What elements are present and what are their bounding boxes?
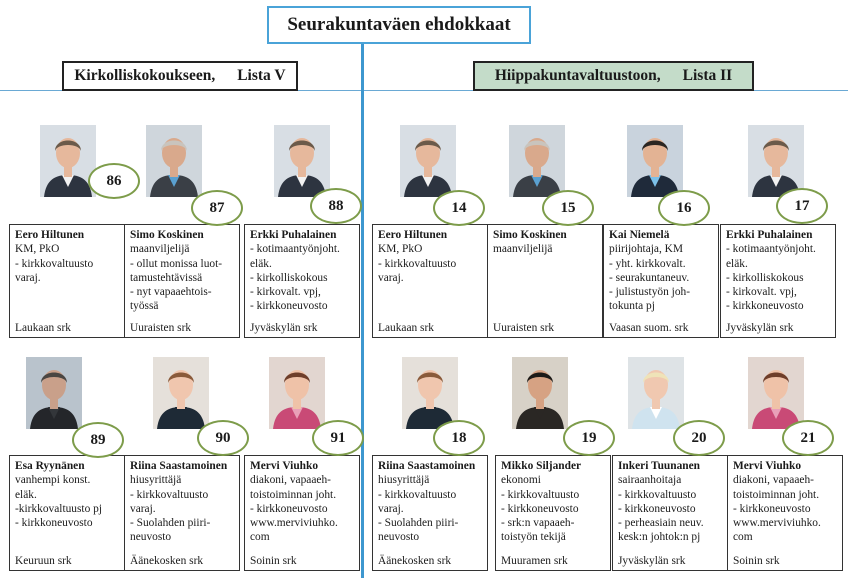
candidate-detail: - kirkkoneuvosto <box>733 502 811 515</box>
candidate-detail: KM, PkO <box>378 243 423 256</box>
candidate-detail: KM, PkO <box>15 243 60 256</box>
candidate-name: Inkeri Tuunanen <box>618 460 700 472</box>
candidate-name: Eero Hiltunen <box>378 229 448 241</box>
list-header-number: Lista V <box>237 67 286 84</box>
candidate-detail: - srk:n vapaaeh- <box>501 517 575 530</box>
candidate-parish: Äänekosken srk <box>130 554 204 567</box>
candidate-photo <box>627 125 683 197</box>
candidate-parish: Keuruun srk <box>15 554 72 567</box>
candidate-number-badge: 89 <box>72 422 124 458</box>
candidate-detail: diakoni, vapaaeh- <box>250 474 331 487</box>
candidate-detail: - perheasiain neuv. <box>618 517 704 530</box>
list-header-hiippakuntavaltuusto <box>473 61 754 91</box>
list-header-label: Hiippakuntavaltuustoon, <box>494 67 661 84</box>
candidate-name: Esa Ryynänen <box>15 460 85 472</box>
candidate-photo <box>400 125 456 197</box>
candidate-name: Kai Niemelä <box>609 229 670 241</box>
candidate-detail: - kirkkovaltuusto <box>378 488 457 501</box>
candidate-detail: eläk. <box>726 257 748 270</box>
candidate-name: Simo Koskinen <box>493 229 567 241</box>
candidate-parish: Uuraisten srk <box>130 321 192 334</box>
candidate-detail: - yht. kirkkovalt. <box>609 257 686 270</box>
candidate-detail: com <box>250 531 270 544</box>
candidate-card <box>603 224 719 338</box>
candidate-number-badge: 17 <box>776 188 828 224</box>
page-title: Seurakuntaväen ehdokkaat <box>267 6 531 44</box>
candidate-photo <box>748 125 804 197</box>
candidate-card <box>244 455 360 571</box>
candidate-number-badge: 18 <box>433 420 485 456</box>
candidate-name: Erkki Puhalainen <box>250 229 337 241</box>
candidate-detail: - kirkkoneuvosto <box>618 502 696 515</box>
candidate-parish: Laukaan srk <box>378 321 434 334</box>
candidate-detail: - ollut monissa luot- <box>130 257 223 270</box>
candidate-name: Riina Saastamoinen <box>378 460 476 472</box>
candidate-parish: Soinin srk <box>250 554 297 567</box>
candidate-card <box>244 224 360 338</box>
candidate-detail: - kirkkoneuvosto <box>15 517 93 530</box>
list-header-kirkolliskokous <box>62 61 298 91</box>
candidate-name: Mervi Viuhko <box>250 460 319 472</box>
candidate-number-badge: 86 <box>88 163 140 199</box>
candidate-card <box>9 455 125 571</box>
candidate-detail: työssä <box>130 300 159 313</box>
candidate-number-badge: 91 <box>312 420 364 456</box>
candidate-detail: toistoiminnan joht. <box>250 488 337 501</box>
candidate-photo <box>26 357 82 429</box>
candidate-detail: kesk:n johtok:n pj <box>618 531 701 544</box>
candidate-detail: - kirkkovaltuusto <box>15 257 94 270</box>
candidate-detail: hiusyrittäjä <box>130 474 182 487</box>
candidate-photo <box>628 357 684 429</box>
candidate-detail: tamustehtävissä <box>130 271 203 284</box>
candidate-name: Riina Saastamoinen <box>130 460 228 472</box>
candidate-detail: - kirkkoneuvosto <box>250 502 328 515</box>
candidate-photo <box>402 357 458 429</box>
candidate-detail: toistoiminnan joht. <box>733 488 820 501</box>
candidate-photo <box>274 125 330 197</box>
candidate-name: Eero Hiltunen <box>15 229 85 241</box>
candidate-number-badge: 88 <box>310 188 362 224</box>
candidate-detail: varaj. <box>378 271 404 284</box>
candidate-detail: varaj. <box>378 502 404 515</box>
candidate-name: Mervi Viuhko <box>733 460 802 472</box>
candidate-detail: piirijohtaja, KM <box>609 243 684 256</box>
candidate-detail: - julistustyön joh- <box>609 286 691 299</box>
candidate-detail: - kirkkoneuvosto <box>250 300 328 313</box>
candidate-name: Erkki Puhalainen <box>726 229 813 241</box>
candidate-detail: sairaanhoitaja <box>618 474 682 487</box>
candidate-detail: - Suolahden piiri- <box>378 517 459 530</box>
candidate-parish: Jyväskylän srk <box>250 321 318 334</box>
candidate-photo <box>748 357 804 429</box>
candidate-detail: neuvosto <box>378 531 420 544</box>
candidate-number-badge: 15 <box>542 190 594 226</box>
candidate-parish: Uuraisten srk <box>493 321 555 334</box>
candidate-photo <box>509 125 565 197</box>
candidate-card <box>727 455 843 571</box>
candidate-detail: - kirkkovaltuusto <box>618 488 697 501</box>
candidate-card <box>124 455 240 571</box>
candidate-name: Mikko Siljander <box>501 460 582 472</box>
candidate-detail: - nyt vapaaehtois- <box>130 286 212 299</box>
center-divider <box>361 44 364 578</box>
candidate-detail: varaj. <box>15 271 41 284</box>
candidate-card <box>124 224 240 338</box>
candidate-photo <box>269 357 325 429</box>
candidate-detail: - kirkkoneuvosto <box>501 502 579 515</box>
candidate-detail: hiusyrittäjä <box>378 474 430 487</box>
candidate-detail: maanviljelijä <box>130 243 190 256</box>
candidate-name: Simo Koskinen <box>130 229 204 241</box>
candidate-detail: eläk. <box>250 257 272 270</box>
list-header-number: Lista II <box>682 67 733 84</box>
candidate-detail: - kirkkoneuvosto <box>726 300 804 313</box>
candidate-card <box>9 224 125 338</box>
candidate-number-badge: 21 <box>782 420 834 456</box>
candidate-detail: varaj. <box>130 502 156 515</box>
candidate-detail: - kirkkovaltuusto <box>130 488 209 501</box>
candidate-card <box>720 224 836 338</box>
candidate-card <box>612 455 728 571</box>
candidate-card <box>372 224 488 338</box>
candidate-detail: - kotimaantyönjoht. <box>250 243 340 256</box>
candidate-card <box>487 224 603 338</box>
candidate-detail: - kirkolliskokous <box>726 271 804 284</box>
candidate-detail: - kirkkovaltuusto <box>378 257 457 270</box>
candidate-parish: Äänekosken srk <box>378 554 452 567</box>
candidate-number-badge: 16 <box>658 190 710 226</box>
candidate-detail: eläk. <box>15 488 37 501</box>
candidate-photo <box>146 125 202 197</box>
candidate-number-badge: 90 <box>197 420 249 456</box>
candidate-number-badge: 14 <box>433 190 485 226</box>
candidate-detail: - Suolahden piiri- <box>130 517 211 530</box>
candidate-number-badge: 20 <box>673 420 725 456</box>
candidate-detail: toistyön tekijä <box>501 531 566 544</box>
candidate-detail: - kirkovalt. vpj, <box>250 286 321 299</box>
candidate-detail: maanviljelijä <box>493 243 553 256</box>
candidate-photo <box>40 125 96 197</box>
candidate-detail: - kirkolliskokous <box>250 271 328 284</box>
candidate-detail: www.merviviuhko. <box>250 517 338 530</box>
candidate-detail: -kirkkovaltuusto pj <box>15 502 103 515</box>
candidate-detail: tokunta pj <box>609 300 655 313</box>
candidate-photo <box>512 357 568 429</box>
candidate-number-badge: 87 <box>191 190 243 226</box>
candidate-card <box>372 455 488 571</box>
candidate-detail: vanhempi konst. <box>15 474 91 487</box>
candidate-number-badge: 19 <box>563 420 615 456</box>
candidate-parish: Vaasan suom. srk <box>609 321 689 334</box>
candidate-detail: - kirkovalt. vpj, <box>726 286 797 299</box>
candidate-detail: www.merviviuhko. <box>733 517 821 530</box>
candidate-parish: Muuramen srk <box>501 554 568 567</box>
candidate-parish: Jyväskylän srk <box>726 321 794 334</box>
list-header-label: Kirkolliskokoukseen, <box>74 67 216 84</box>
candidate-detail: - kotimaantyönjoht. <box>726 243 816 256</box>
candidate-card <box>495 455 611 571</box>
candidate-detail: - kirkkovaltuusto <box>501 488 580 501</box>
candidate-detail: ekonomi <box>501 474 541 487</box>
candidate-parish: Jyväskylän srk <box>618 554 686 567</box>
candidate-detail: neuvosto <box>130 531 172 544</box>
candidate-photo <box>153 357 209 429</box>
candidate-parish: Soinin srk <box>733 554 780 567</box>
candidate-parish: Laukaan srk <box>15 321 71 334</box>
candidate-detail: - seurakuntaneuv. <box>609 271 690 284</box>
candidate-detail: diakoni, vapaaeh- <box>733 474 814 487</box>
candidate-detail: com <box>733 531 753 544</box>
